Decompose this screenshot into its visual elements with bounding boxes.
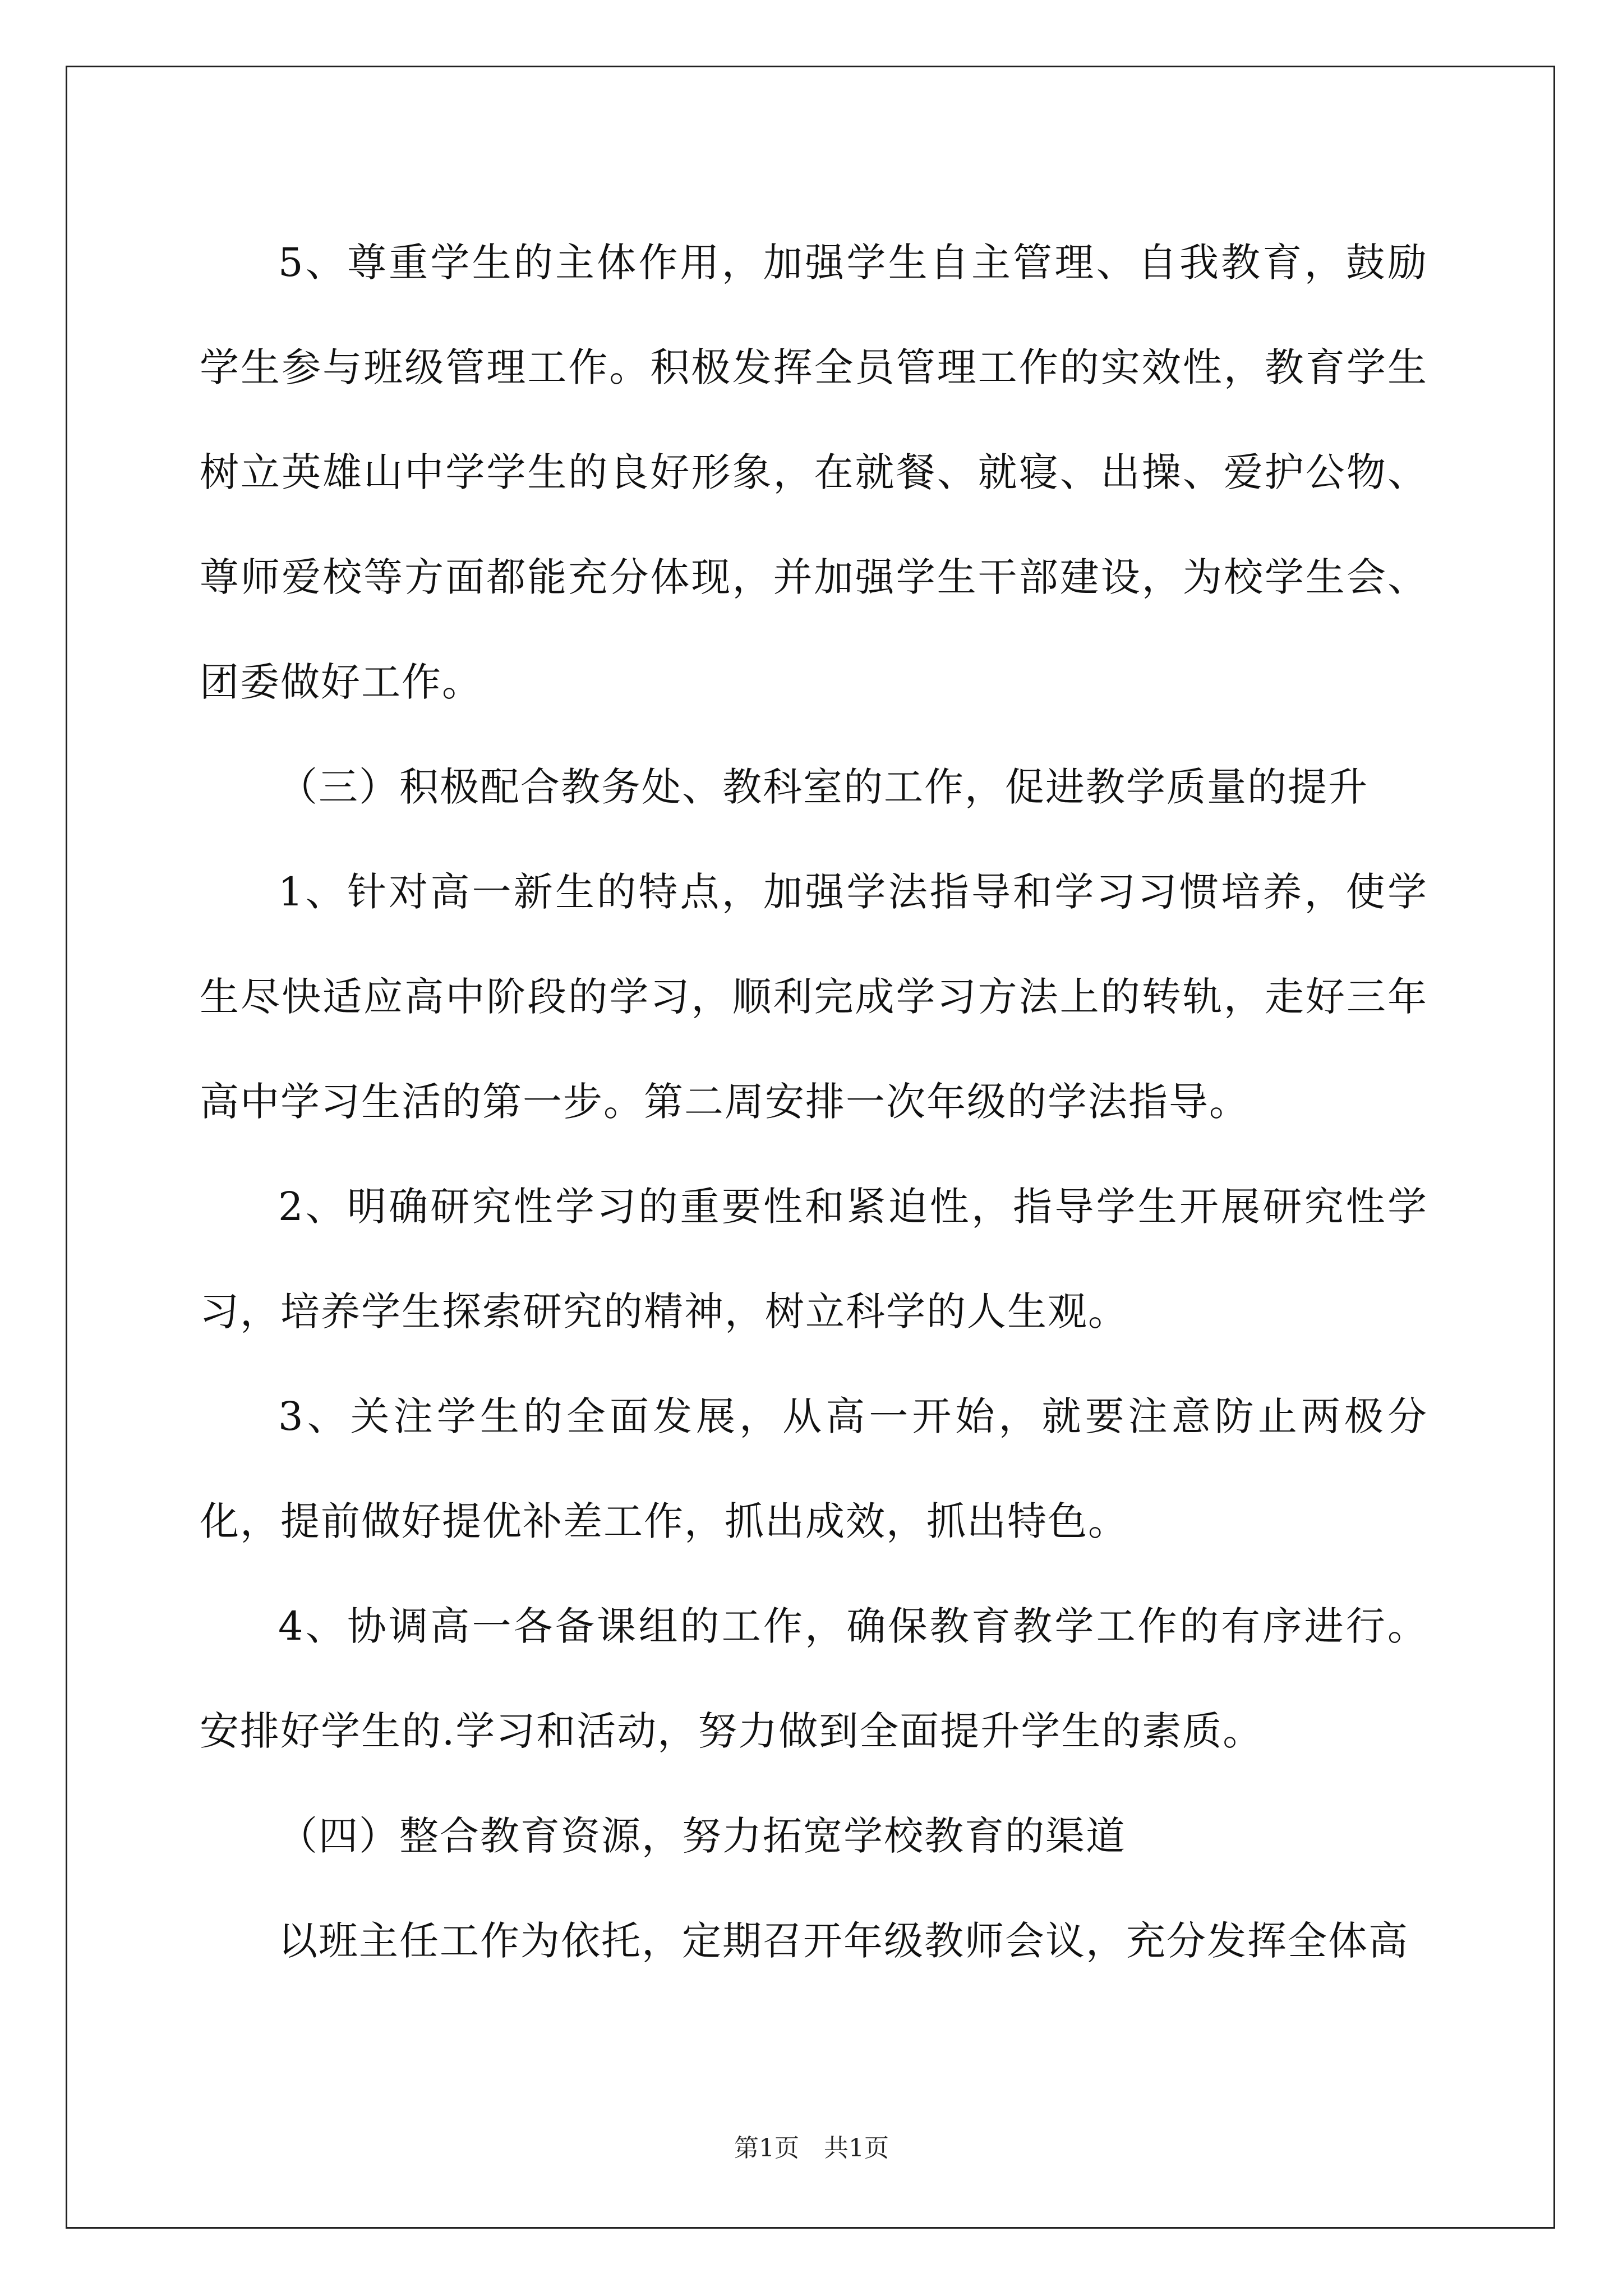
paragraph-body: 以班主任工作为依托，定期召开年级教师会议，充分发挥全体高 bbox=[278, 1918, 1409, 1964]
page-number: 第1页 共1页 bbox=[734, 2134, 889, 2162]
paragraph-item-3: 3、关注学生的全面发展，从高一开始，就要注意防止两极分化，提前做好提优补差工作，抓出成效，抓出特色。 bbox=[200, 1393, 1428, 1544]
paragraph-item-2: 2、明确研究性学习的重要性和紧迫性，指导学生开展研究性学习，培养学生探索研究的精神，树立科学的人生观。 bbox=[200, 1184, 1428, 1335]
paragraph-item-1: 1、针对高一新生的特点，加强学法指导和学习习惯培养，使学生尽快适应高中阶段的学习，顺利完成学习方法上的转轨，走好三年高中学习生活的第一步。第二周安排一次年级的学法指导。 bbox=[200, 869, 1428, 1125]
section-heading-4: （四）整合教育资源，努力拓宽学校教育的渠道 bbox=[278, 1813, 1126, 1859]
paragraph-item-5: 5、尊重学生的主体作用，加强学生自主管理、自我教育，鼓励学生参与班级管理工作。积极发挥全员管理工作的实效性，教育学生树立英雄山中学学生的良好形象，在就餐、就寝、出操、爱护公物、尊师爱校等方面都能充分体现，并加强学生干部建设，为校学生会、团委做好工作。 bbox=[200, 240, 1428, 705]
paragraph-item-4: 4、协调高一各备课组的工作，确保教育教学工作的有序进行。安排好学生的.学习和活动，努力做到全面提升学生的素质。 bbox=[200, 1603, 1428, 1754]
section-heading-3: （三）积极配合教务处、教科室的工作，促进教学质量的提升 bbox=[278, 764, 1368, 810]
document-body bbox=[200, 210, 1428, 1994]
